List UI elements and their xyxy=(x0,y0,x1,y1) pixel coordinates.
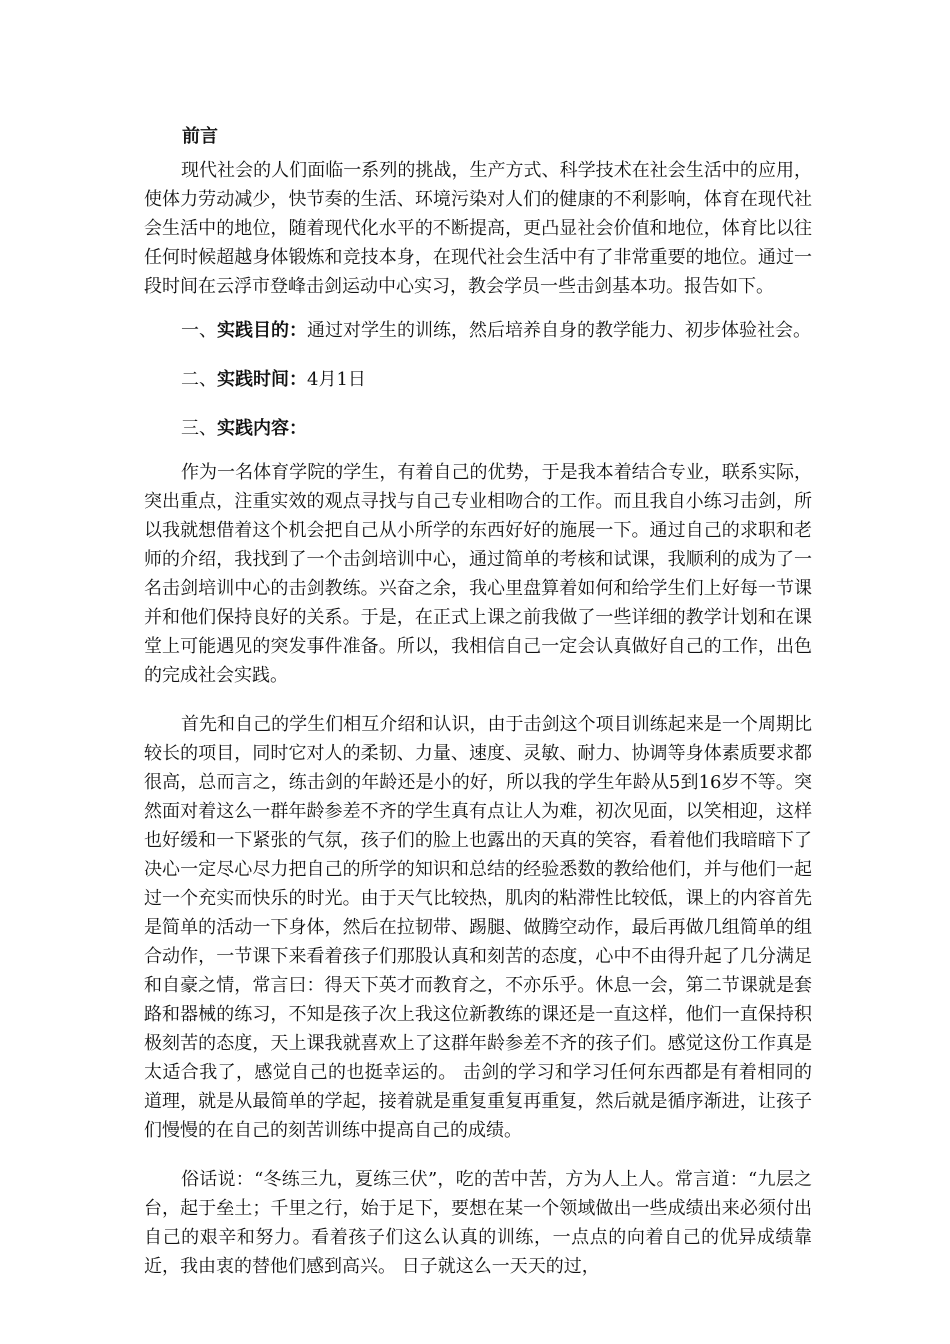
section-heading: 实践目的 xyxy=(217,320,289,341)
section-number: 二、 xyxy=(181,369,217,390)
section-text: 通过对学生的训练，然后培养自身的教学能力、初步体验社会。 xyxy=(307,320,811,341)
body-paragraph: 俗话说：“冬练三九，夏练三伏”，吃的苦中苦，方为人上人。常言道：“九层之台，起于垒土；千里之行，始于足下，要想在某一个领域做出一些成绩出来必须付出自己的艰辛和努力。看着孩子们这么认真的训练，一点点的向着自己的优异成绩靠近，我由衷的替他们感到高兴。 日子就这么一天天的过， xyxy=(144,1169,812,1277)
section-number: 一、 xyxy=(181,320,217,341)
section-colon: ： xyxy=(289,369,307,390)
body-paragraph: 首先和自己的学生们相互介绍和认识，由于击剑这个项目训练起来是一个周期比较长的项目，同时它对人的柔韧、力量、速度、灵敏、耐力、协调等身体素质要求都很高，总而言之，练击剑的年龄还是小的好，所以我的学生年龄从5到16岁不等。突然面对着这么一群年龄参差不齐的学生真有点让人为难，初次见面，以笑相迎，这样也好缓和一下紧张的气氛，孩子们的脸上也露出的天真的笑容，看着他们我暗暗下了决心一定尽心尽力把自己的所学的知识和总结的经验悉数的教给他们，并与他们一起过一个充实而快乐的时光。由于天气比较热，肌肉的粘滞性比较低，课上的内容首先是简单的活动一下身体，然后在拉韧带、踢腿、做腾空动作，最后再做几组简单的组合动作，一节课下来看着孩子们那股认真和刻苦的态度，心中不由得升起了几分满足和自豪之情，常言曰：得天下英才而教育之，不亦乐乎。休息一会，第二节课就是套路和器械的练习，不知是孩子次上我这位新教练的课还是一直这样，他们一直保持积极刻苦的态度，天上课我就喜欢上了这群年龄参差不齐的孩子们。感觉这份工作真是太适合我了，感觉自己的也挺幸运的。 击剑的学习和学习任何东西都是有着相同的道理，就是从最简单的学起，接着就是重复重复再重复，然后就是循序渐进，让孩子们慢慢的在自己的刻苦训练中提高自己的成绩。 xyxy=(144,714,812,1141)
section-heading: 实践时间 xyxy=(217,369,289,390)
section-heading: 实践内容 xyxy=(217,418,289,439)
section-content xyxy=(144,414,812,443)
document-title: 前言 xyxy=(182,126,218,147)
section-colon: ： xyxy=(289,320,307,341)
section-purpose xyxy=(144,316,812,345)
intro-paragraph: 现代社会的人们面临一系列的挑战，生产方式、科学技术在社会生活中的应用，使体力劳动减少，快节奏的生活、环境污染对人们的健康的不利影响，体育在现代社会生活中的地位，随着现代化水平的不断提高，更凸显社会价值和地位，体育比以往任何时候超越身体锻炼和竞技本身，在现代社会生活中有了非常重要的地位。通过一段时间在云浮市登峰击剑运动中心实习，教会学员一些击剑基本功。报告如下。 xyxy=(144,160,812,297)
section-number: 三、 xyxy=(181,418,217,439)
body-paragraph: 作为一名体育学院的学生，有着自己的优势，于是我本着结合专业，联系实际，突出重点，注重实效的观点寻找与自己专业相吻合的工作。而且我自小练习击剑，所以我就想借着这个机会把自己从小所学的东西好好的施展一下。通过自己的求职和老师的介绍，我找到了一个击剑培训中心，通过简单的考核和试课，我顺利的成为了一名击剑培训中心的击剑教练。兴奋之余，我心里盘算着如何和给学生们上好每一节课并和他们保持良好的关系。于是，在正式上课之前我做了一些详细的教学计划和在课堂上可能遇见的突发事件准备。所以，我相信自己一定会认真做好自己的工作，出色的完成社会实践。 xyxy=(144,462,812,686)
section-time xyxy=(144,365,812,394)
section-colon: ： xyxy=(289,418,307,439)
section-text: 4月1日 xyxy=(307,369,366,390)
